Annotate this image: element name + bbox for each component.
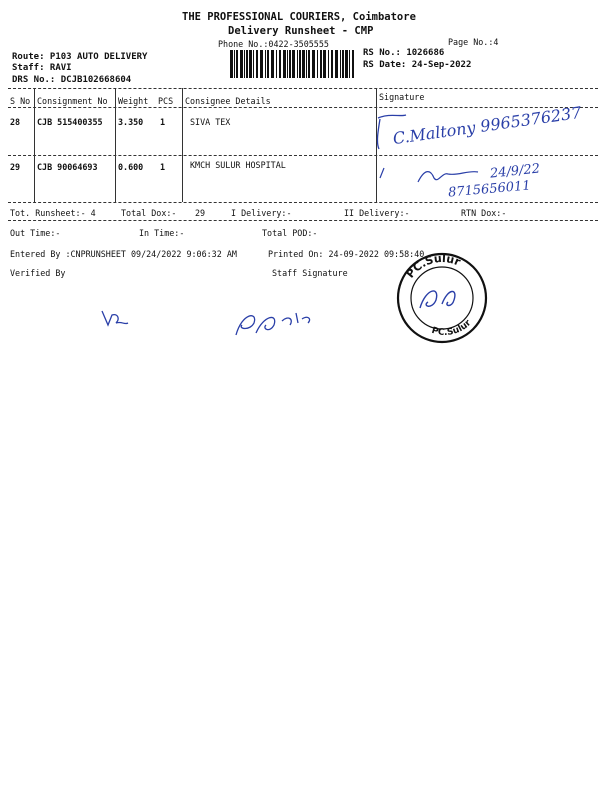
in-time: In Time:- <box>139 228 185 238</box>
column-rule <box>182 88 183 202</box>
drs-number: DRS No.: DCJB102668604 <box>12 75 132 85</box>
barcode-bar <box>283 50 286 78</box>
i-delivery: I Delivery:- <box>231 208 292 218</box>
staff-label: Staff: RAVI <box>12 63 72 73</box>
divider <box>8 202 598 203</box>
divider <box>8 107 598 108</box>
barcode-bar <box>349 50 350 78</box>
barcode-bar <box>246 50 248 78</box>
out-time: Out Time:- <box>10 228 61 238</box>
header-pcs: PCS <box>158 96 174 106</box>
stamp-top-text: PC.Sulur <box>403 251 463 281</box>
phone-number: Phone No.:0422-3505555 <box>218 39 329 49</box>
row-weight: 0.600 <box>118 162 144 172</box>
handwritten-date: 24/9/22 <box>489 161 541 182</box>
barcode-bar <box>297 50 298 78</box>
header-consignment: Consignment No <box>37 96 108 106</box>
verifier-signature <box>98 305 138 330</box>
stamp-bottom-text: PC.Sulur <box>430 318 474 339</box>
row-consignment: CJB 90064693 <box>37 162 98 172</box>
barcode-bar <box>256 50 258 78</box>
staff-signature: Staff Signature <box>272 268 348 278</box>
row-weight: 3.350 <box>118 117 144 127</box>
office-stamp <box>392 251 492 339</box>
header-sno: S No <box>10 96 31 106</box>
row-consignee: SIVA TEX <box>190 117 231 127</box>
barcode-bar <box>340 50 341 78</box>
route-label: Route: P103 AUTO DELIVERY <box>12 52 148 62</box>
header-consignee: Consignee Details <box>185 96 271 106</box>
barcode-bar <box>279 50 281 78</box>
barcode-bar <box>342 50 344 78</box>
column-rule <box>115 88 116 202</box>
header-weight: Weight <box>118 96 149 106</box>
row-sno: 28 <box>10 117 21 127</box>
barcode-bar <box>240 50 243 78</box>
barcode-bar <box>292 50 295 78</box>
barcode-bar <box>230 50 233 78</box>
handwritten-phone: 8715656011 <box>447 178 532 201</box>
barcode-bar <box>244 50 245 78</box>
entered-by: Entered By :CNPRUNSHEET 09/24/2022 9:06:32 AM <box>10 249 237 259</box>
barcode-bar <box>234 50 235 78</box>
barcode-bar <box>236 50 238 78</box>
row-pcs: 1 <box>160 117 166 127</box>
barcode-bar <box>249 50 252 78</box>
barcode-bar <box>328 50 329 78</box>
barcode-bar <box>271 50 274 78</box>
company-title: THE PROFESSIONAL COURIERS, Coimbatore <box>182 11 416 23</box>
total-pod: Total POD:- <box>262 228 318 238</box>
runsheet-title: Delivery Runsheet - CMP <box>228 25 374 37</box>
barcode-bar <box>335 50 338 78</box>
total-dox-label: Total Dox:- <box>121 208 177 218</box>
divider <box>8 88 598 89</box>
rs-number: RS No.: 1026686 <box>363 48 445 58</box>
barcode-bar <box>260 50 263 78</box>
barcode-bar <box>267 50 269 78</box>
row-pcs: 1 <box>160 162 166 172</box>
signature-scribble <box>378 160 488 195</box>
ii-delivery: II Delivery:- <box>344 208 410 218</box>
rs-date: RS Date: 24-Sep-2022 <box>363 60 472 70</box>
row-consignee: KMCH SULUR HOSPITAL <box>190 160 286 170</box>
barcode-bar <box>331 50 333 78</box>
total-dox-value: 29 <box>195 208 206 218</box>
signature-scribble <box>370 113 410 153</box>
barcode-bar <box>312 50 315 78</box>
barcode-bar <box>345 50 348 78</box>
handwritten-signature: C.Maltony 9965376237 <box>391 102 583 149</box>
row-sno: 29 <box>10 162 21 172</box>
barcode-bar <box>323 50 326 78</box>
barcode-bar <box>253 50 254 78</box>
tot-runsheet: Tot. Runsheet:- 4 <box>10 208 96 218</box>
barcode-bar <box>308 50 310 78</box>
barcode-bar <box>276 50 277 78</box>
barcode-bar <box>320 50 322 78</box>
row-consignment: CJB 515400355 <box>37 117 103 127</box>
divider <box>8 155 598 156</box>
barcode-bar <box>289 50 291 78</box>
verified-by: Verified By <box>10 268 66 278</box>
rtn-dox: RTN Dox:- <box>461 208 507 218</box>
barcode-bar <box>352 50 354 78</box>
header-signature: Signature <box>379 92 425 102</box>
column-rule <box>34 88 35 202</box>
barcode-bar <box>299 50 301 78</box>
barcode <box>230 50 355 78</box>
barcode-bar <box>306 50 307 78</box>
barcode-bar <box>317 50 318 78</box>
barcode-bar <box>302 50 305 78</box>
divider <box>8 220 598 221</box>
barcode-bar <box>287 50 288 78</box>
printed-on: Printed On: 24-09-2022 09:58:40 <box>268 249 425 259</box>
staff-signature-scribble <box>228 305 318 345</box>
barcode-bar <box>265 50 266 78</box>
page-number: Page No.:4 <box>448 37 499 47</box>
